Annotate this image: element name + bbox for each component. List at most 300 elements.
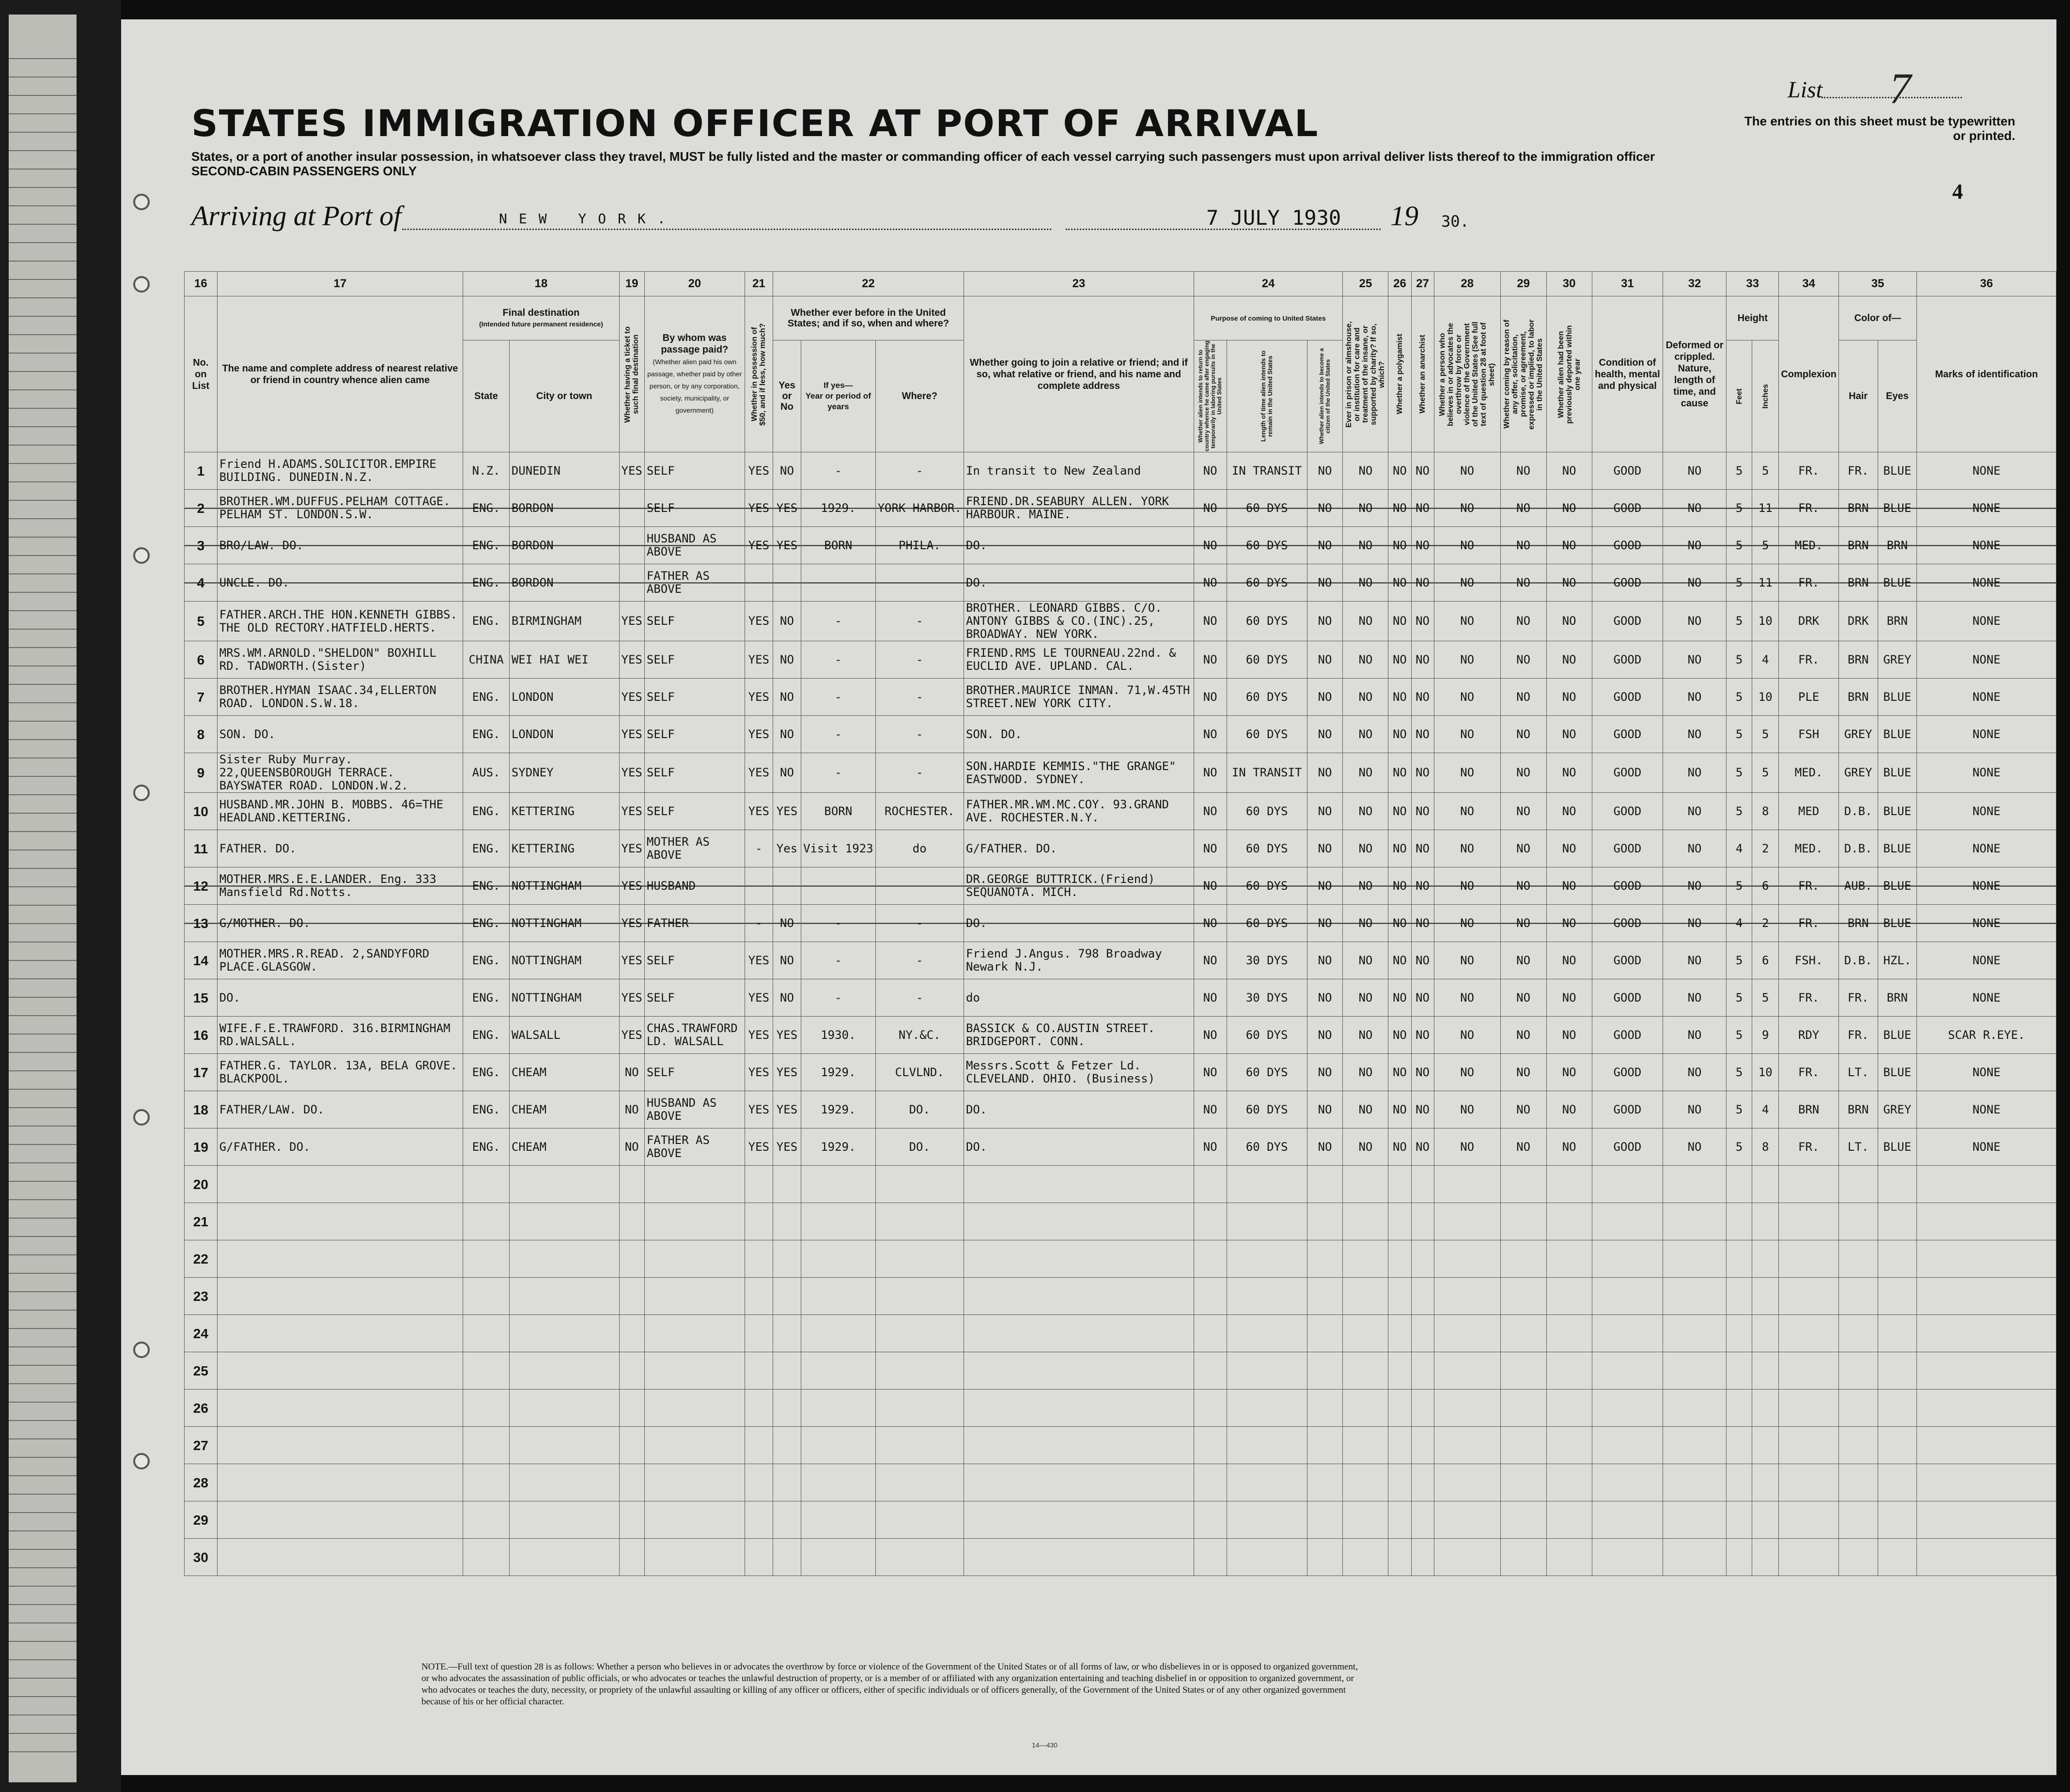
cell-year-period: - xyxy=(801,641,876,679)
cell-q30: NO xyxy=(1546,830,1592,867)
cell-prison xyxy=(1343,1539,1388,1576)
cell-where xyxy=(875,1278,964,1315)
cell-joining: DO. xyxy=(964,1128,1194,1166)
cell-before-in-us: YES xyxy=(773,1054,801,1091)
table-row xyxy=(185,602,2056,641)
cell-marks xyxy=(1917,1539,2056,1576)
cell-joining: G/FATHER. DO. xyxy=(964,830,1194,867)
cell-joining: DO. xyxy=(964,527,1194,564)
cell-fifty-dollars: YES xyxy=(745,602,773,641)
cell-ticket: YES xyxy=(619,1017,644,1054)
table-row xyxy=(185,452,2056,490)
cell-prison: NO xyxy=(1343,602,1388,641)
table-row xyxy=(185,1203,2056,1240)
cell-passage-paid: HUSBAND AS ABOVE xyxy=(644,527,745,564)
table-row xyxy=(185,1128,2056,1166)
cell-polygamist: NO xyxy=(1388,793,1411,830)
cell-purpose-length: 60 DYS xyxy=(1227,527,1307,564)
cell-height-inches: 8 xyxy=(1752,793,1779,830)
cell-where xyxy=(875,1501,964,1539)
cell-dest-state xyxy=(463,1240,510,1278)
cell-fifty-dollars xyxy=(745,1427,773,1464)
cell-hair-color: BRN xyxy=(1838,527,1878,564)
prison-header-text: Ever in prison or almshouse, or institution for care and treatment of the insane, or supported by charity? If so, which? xyxy=(1345,321,1386,428)
cell-before-in-us: NO xyxy=(773,641,801,679)
cell-dest-state: ENG. xyxy=(463,1017,510,1054)
cell-purpose-return xyxy=(1194,1501,1227,1539)
header-fifty-dollars xyxy=(745,296,773,452)
cell-purpose-length xyxy=(1227,1278,1307,1315)
strip-rule-line xyxy=(9,1089,77,1090)
cell-year-period xyxy=(801,1464,876,1501)
cell-eye-color xyxy=(1878,1390,1917,1427)
cell-marks xyxy=(1917,1390,2056,1427)
cell-q28: NO xyxy=(1434,490,1500,527)
cell-hair-color xyxy=(1838,1166,1878,1203)
cell-passage-paid xyxy=(644,1501,745,1539)
cell-purpose-citizen xyxy=(1307,1464,1343,1501)
cell-prison xyxy=(1343,1427,1388,1464)
cell-height-feet xyxy=(1727,1240,1752,1278)
cell-polygamist: NO xyxy=(1388,1091,1411,1128)
cell-hair-color: DRK xyxy=(1838,602,1878,641)
cell-passage-paid: SELF xyxy=(644,602,745,641)
cell-prison: NO xyxy=(1343,753,1388,793)
cell-marks xyxy=(1917,1315,2056,1352)
binder-ring-icon xyxy=(133,785,150,801)
colnum-21: 21 xyxy=(745,272,773,296)
header-state: State xyxy=(463,340,510,452)
cell-polygamist: NO xyxy=(1388,753,1411,793)
cell-purpose-length: IN TRANSIT xyxy=(1227,452,1307,490)
cell-purpose-return xyxy=(1194,1464,1227,1501)
cell-complexion xyxy=(1779,1315,1838,1352)
cell-hair-color xyxy=(1838,1464,1878,1501)
colnum-26: 26 xyxy=(1388,272,1411,296)
cell-q30 xyxy=(1546,1203,1592,1240)
cell-fifty-dollars xyxy=(745,1352,773,1390)
cell-nearest-relative: Sister Ruby Murray. 22,QUEENSBOROUGH TERRACE. BAYSWATER ROAD. LONDON.W.2. xyxy=(217,753,463,793)
header-purpose-c xyxy=(1307,340,1343,452)
cell-purpose-return: NO xyxy=(1194,1128,1227,1166)
binder-ring-icon xyxy=(133,1453,150,1469)
cell-dest-state: ENG. xyxy=(463,867,510,905)
cell-purpose-citizen: NO xyxy=(1307,905,1343,942)
cell-complexion xyxy=(1779,1352,1838,1390)
cell-passage-paid xyxy=(644,1390,745,1427)
cell-no-on-list: 21 xyxy=(185,1203,218,1240)
cell-health: GOOD xyxy=(1592,1017,1663,1054)
port-line xyxy=(402,229,1051,230)
cell-joining xyxy=(964,1427,1194,1464)
cell-ticket: YES xyxy=(619,830,644,867)
strip-rule-line xyxy=(9,1144,77,1145)
strip-rule-line xyxy=(9,1199,77,1200)
cell-purpose-citizen xyxy=(1307,1501,1343,1539)
cell-nearest-relative xyxy=(217,1278,463,1315)
strip-rule-line xyxy=(9,537,77,538)
cell-ticket xyxy=(619,1539,644,1576)
cell-passage-paid: SELF xyxy=(644,1054,745,1091)
cell-q28: NO xyxy=(1434,793,1500,830)
cell-fifty-dollars: YES xyxy=(745,1091,773,1128)
cell-dest-state: N.Z. xyxy=(463,452,510,490)
cell-q28 xyxy=(1434,1390,1500,1427)
cell-q29: NO xyxy=(1500,867,1546,905)
strip-rule-line xyxy=(9,868,77,869)
cell-q29 xyxy=(1500,1203,1546,1240)
cell-hair-color: GREY xyxy=(1838,753,1878,793)
strip-rule-line xyxy=(9,923,77,924)
cell-deformed: NO xyxy=(1663,753,1727,793)
cell-passage-paid xyxy=(644,1352,745,1390)
cell-deformed xyxy=(1663,1240,1727,1278)
cell-purpose-length: 60 DYS xyxy=(1227,793,1307,830)
table-row xyxy=(185,979,2056,1017)
arrival-date: 7 JULY 1930 xyxy=(1206,206,1341,230)
cell-nearest-relative xyxy=(217,1464,463,1501)
cell-q29: NO xyxy=(1500,753,1546,793)
cell-q29 xyxy=(1500,1278,1546,1315)
cell-polygamist xyxy=(1388,1427,1411,1464)
cell-prison: NO xyxy=(1343,979,1388,1017)
cell-passage-paid: SELF xyxy=(644,490,745,527)
cell-deformed: NO xyxy=(1663,452,1727,490)
cell-eye-color: BLUE xyxy=(1878,793,1917,830)
strip-rule-line xyxy=(9,1438,77,1439)
cell-eye-color: GREY xyxy=(1878,641,1917,679)
cell-purpose-citizen xyxy=(1307,1278,1343,1315)
cell-where: - xyxy=(875,979,964,1017)
cell-purpose-return xyxy=(1194,1315,1227,1352)
cell-hair-color xyxy=(1838,1501,1878,1539)
cell-anarchist: NO xyxy=(1411,753,1434,793)
cell-q28 xyxy=(1434,1240,1500,1278)
cell-marks: NONE xyxy=(1917,942,2056,979)
cell-height-feet xyxy=(1727,1315,1752,1352)
cell-polygamist: NO xyxy=(1388,716,1411,753)
cell-purpose-return: NO xyxy=(1194,452,1227,490)
cell-no-on-list: 10 xyxy=(185,793,218,830)
cell-purpose-citizen: NO xyxy=(1307,867,1343,905)
cell-marks xyxy=(1917,1464,2056,1501)
cell-deformed xyxy=(1663,1464,1727,1501)
purpose-c-text: Whether alien intends to become a citizen of the United States xyxy=(1318,348,1331,445)
cell-fifty-dollars: YES xyxy=(745,1017,773,1054)
cell-fifty-dollars: YES xyxy=(745,641,773,679)
cell-polygamist: NO xyxy=(1388,942,1411,979)
cell-fifty-dollars: YES xyxy=(745,1054,773,1091)
cell-dest-city: BORDON xyxy=(509,527,619,564)
cell-height-feet: 5 xyxy=(1727,1091,1752,1128)
cell-joining: FRIEND.RMS LE TOURNEAU.22nd. & EUCLID AVE. UPLAND. CAL. xyxy=(964,641,1194,679)
cell-marks: SCAR R.EYE. xyxy=(1917,1017,2056,1054)
cell-q29: NO xyxy=(1500,716,1546,753)
cell-anarchist: NO xyxy=(1411,679,1434,716)
column-number-row xyxy=(185,272,2056,296)
cell-prison: NO xyxy=(1343,527,1388,564)
cell-no-on-list: 25 xyxy=(185,1352,218,1390)
cell-ticket: YES xyxy=(619,641,644,679)
cell-anarchist: NO xyxy=(1411,602,1434,641)
table-row xyxy=(185,1501,2056,1539)
cell-q28 xyxy=(1434,1352,1500,1390)
cell-passage-paid: SELF xyxy=(644,942,745,979)
table-row xyxy=(185,1352,2056,1390)
header-hair: Hair xyxy=(1838,340,1878,452)
header-passage-paid xyxy=(644,296,745,452)
cell-q28: NO xyxy=(1434,942,1500,979)
cell-prison xyxy=(1343,1203,1388,1240)
cell-complexion xyxy=(1779,1464,1838,1501)
cell-no-on-list: 8 xyxy=(185,716,218,753)
cell-q30 xyxy=(1546,1427,1592,1464)
cell-eye-color xyxy=(1878,1464,1917,1501)
cell-q29 xyxy=(1500,1240,1546,1278)
cell-ticket xyxy=(619,1427,644,1464)
cell-fifty-dollars xyxy=(745,1203,773,1240)
cell-health: GOOD xyxy=(1592,830,1663,867)
cell-anarchist xyxy=(1411,1203,1434,1240)
cell-fifty-dollars xyxy=(745,564,773,602)
cell-ticket: YES xyxy=(619,867,644,905)
cell-dest-state: ENG. xyxy=(463,564,510,602)
header-where: Where? xyxy=(875,340,964,452)
cell-polygamist: NO xyxy=(1388,1054,1411,1091)
cell-nearest-relative: UNCLE. DO. xyxy=(217,564,463,602)
cell-height-inches: 11 xyxy=(1752,490,1779,527)
cell-q28 xyxy=(1434,1278,1500,1315)
cell-q30 xyxy=(1546,1315,1592,1352)
cell-where xyxy=(875,1352,964,1390)
cell-complexion: MED. xyxy=(1779,527,1838,564)
cell-where: - xyxy=(875,452,964,490)
cell-q29: NO xyxy=(1500,1054,1546,1091)
cell-passage-paid: SELF xyxy=(644,452,745,490)
strip-rule-line xyxy=(9,150,77,151)
cell-no-on-list: 5 xyxy=(185,602,218,641)
cell-joining: BROTHER. LEONARD GIBBS. C/O. ANTONY GIBBS & CO.(INC).25, BROADWAY. NEW YORK. xyxy=(964,602,1194,641)
cell-eye-color xyxy=(1878,1539,1917,1576)
strip-rule-line xyxy=(9,1310,77,1311)
cell-ticket xyxy=(619,564,644,602)
cell-q30: NO xyxy=(1546,793,1592,830)
strip-rule-line xyxy=(9,1107,77,1108)
cell-dest-state: ENG. xyxy=(463,942,510,979)
cell-ticket xyxy=(619,1166,644,1203)
cell-marks: NONE xyxy=(1917,1128,2056,1166)
cell-dest-state: ENG. xyxy=(463,905,510,942)
cell-where xyxy=(875,1390,964,1427)
cell-marks: NONE xyxy=(1917,830,2056,867)
cell-q30 xyxy=(1546,1390,1592,1427)
strip-rule-line xyxy=(9,702,77,703)
colnum-23: 23 xyxy=(964,272,1194,296)
cell-before-in-us: NO xyxy=(773,979,801,1017)
cell-ticket xyxy=(619,1278,644,1315)
cell-health: GOOD xyxy=(1592,979,1663,1017)
strip-rule-line xyxy=(9,408,77,409)
cell-q28 xyxy=(1434,1501,1500,1539)
cell-q28: NO xyxy=(1434,679,1500,716)
cell-anarchist xyxy=(1411,1390,1434,1427)
cell-where xyxy=(875,1166,964,1203)
cell-dest-city: CHEAM xyxy=(509,1128,619,1166)
cell-fifty-dollars: - xyxy=(745,830,773,867)
class-line: SECOND-CABIN PASSENGERS ONLY xyxy=(191,164,417,178)
cell-q29: NO xyxy=(1500,905,1546,942)
cell-height-inches xyxy=(1752,1315,1779,1352)
cell-where: ROCHESTER. xyxy=(875,793,964,830)
cell-health xyxy=(1592,1464,1663,1501)
cell-polygamist: NO xyxy=(1388,452,1411,490)
cell-polygamist xyxy=(1388,1278,1411,1315)
cell-fifty-dollars xyxy=(745,867,773,905)
cell-height-inches: 2 xyxy=(1752,830,1779,867)
cell-height-inches xyxy=(1752,1352,1779,1390)
cell-health: GOOD xyxy=(1592,641,1663,679)
cell-where: do xyxy=(875,830,964,867)
cell-height-feet: 5 xyxy=(1727,602,1752,641)
strip-rule-line xyxy=(9,1346,77,1347)
cell-where: DO. xyxy=(875,1091,964,1128)
cell-ticket: NO xyxy=(619,1128,644,1166)
cell-prison: NO xyxy=(1343,641,1388,679)
cell-complexion: DRK xyxy=(1779,602,1838,641)
cell-prison: NO xyxy=(1343,1054,1388,1091)
cell-q30: NO xyxy=(1546,1128,1592,1166)
cell-before-in-us: YES xyxy=(773,527,801,564)
cell-prison: NO xyxy=(1343,830,1388,867)
cell-nearest-relative: BROTHER.HYMAN ISAAC.34,ELLERTON ROAD. LONDON.S.W.18. xyxy=(217,679,463,716)
cell-purpose-length: 60 DYS xyxy=(1227,564,1307,602)
cell-fifty-dollars xyxy=(745,1464,773,1501)
cell-q29: NO xyxy=(1500,527,1546,564)
cell-anarchist: NO xyxy=(1411,979,1434,1017)
cell-height-inches: 5 xyxy=(1752,753,1779,793)
cell-no-on-list: 2 xyxy=(185,490,218,527)
strip-rule-line xyxy=(9,739,77,740)
cell-q30 xyxy=(1546,1501,1592,1539)
cell-dest-city xyxy=(509,1278,619,1315)
binder-ring-icon xyxy=(133,547,150,564)
header-height: Height xyxy=(1727,296,1779,340)
cell-purpose-citizen xyxy=(1307,1203,1343,1240)
cell-complexion xyxy=(1779,1203,1838,1240)
cell-q28: NO xyxy=(1434,867,1500,905)
cell-health xyxy=(1592,1352,1663,1390)
cell-health xyxy=(1592,1427,1663,1464)
cell-hair-color: FR. xyxy=(1838,452,1878,490)
cell-prison: NO xyxy=(1343,793,1388,830)
cell-dest-city xyxy=(509,1315,619,1352)
strip-rule-line xyxy=(9,721,77,722)
cell-dest-city xyxy=(509,1240,619,1278)
cell-prison xyxy=(1343,1315,1388,1352)
cell-health xyxy=(1592,1539,1663,1576)
cell-prison: NO xyxy=(1343,452,1388,490)
table-row xyxy=(185,1539,2056,1576)
cell-year-period xyxy=(801,1501,876,1539)
cell-nearest-relative xyxy=(217,1390,463,1427)
cell-prison: NO xyxy=(1343,905,1388,942)
cell-q30: NO xyxy=(1546,452,1592,490)
cell-dest-state: ENG. xyxy=(463,979,510,1017)
cell-eye-color: HZL. xyxy=(1878,942,1917,979)
cell-passage-paid: MOTHER AS ABOVE xyxy=(644,830,745,867)
strip-rule-line xyxy=(9,371,77,372)
strip-rule-line xyxy=(9,1218,77,1219)
cell-no-on-list: 26 xyxy=(185,1390,218,1427)
strip-rule-line xyxy=(9,831,77,832)
cell-eye-color xyxy=(1878,1352,1917,1390)
cell-q28: NO xyxy=(1434,564,1500,602)
cell-height-feet xyxy=(1727,1390,1752,1427)
cell-anarchist: NO xyxy=(1411,716,1434,753)
cell-joining xyxy=(964,1464,1194,1501)
cell-height-inches xyxy=(1752,1166,1779,1203)
cell-polygamist xyxy=(1388,1315,1411,1352)
strip-rule-line xyxy=(9,1457,77,1458)
cell-dest-city xyxy=(509,1539,619,1576)
if-yes-label: If yes— xyxy=(824,381,853,390)
strip-rule-line xyxy=(9,1070,77,1071)
cell-purpose-return: NO xyxy=(1194,679,1227,716)
cell-nearest-relative: FATHER. DO. xyxy=(217,830,463,867)
cell-anarchist xyxy=(1411,1278,1434,1315)
q28-header-text: Whether a person who believes in or advocates the overthrow by force or violence of the Government of the United States (See full text of question 28 at foot of sheet) xyxy=(1438,322,1496,427)
cell-height-feet: 5 xyxy=(1727,1054,1752,1091)
list-number: 7 xyxy=(1889,65,1911,113)
cell-complexion xyxy=(1779,1390,1838,1427)
cell-year-period: 1929. xyxy=(801,1054,876,1091)
cell-before-in-us: YES xyxy=(773,1091,801,1128)
colnum-18: 18 xyxy=(463,272,619,296)
cell-eye-color: BLUE xyxy=(1878,867,1917,905)
cell-purpose-length xyxy=(1227,1203,1307,1240)
binder-ring-icon xyxy=(133,276,150,293)
cell-marks: NONE xyxy=(1917,1091,2056,1128)
colnum-17: 17 xyxy=(217,272,463,296)
strip-rule-line xyxy=(9,555,77,556)
cell-year-period: - xyxy=(801,979,876,1017)
cell-health: GOOD xyxy=(1592,602,1663,641)
cell-purpose-length xyxy=(1227,1166,1307,1203)
strip-rule-line xyxy=(9,592,77,593)
cell-passage-paid: SELF xyxy=(644,793,745,830)
cell-purpose-return xyxy=(1194,1539,1227,1576)
cell-health: GOOD xyxy=(1592,527,1663,564)
header-polygamist xyxy=(1388,296,1411,452)
cell-dest-city: BORDON xyxy=(509,490,619,527)
colnum-30: 30 xyxy=(1546,272,1592,296)
cell-anarchist: NO xyxy=(1411,527,1434,564)
year-period-label: Year or period of years xyxy=(805,391,871,411)
cell-deformed: NO xyxy=(1663,679,1727,716)
strip-rule-line xyxy=(9,132,77,133)
cell-joining xyxy=(964,1203,1194,1240)
table-row xyxy=(185,793,2056,830)
cell-dest-city xyxy=(509,1390,619,1427)
cell-eye-color: BLUE xyxy=(1878,452,1917,490)
strip-rule-line xyxy=(9,1512,77,1513)
strip-rule-line xyxy=(9,224,77,225)
cell-purpose-citizen: NO xyxy=(1307,564,1343,602)
strip-rule-line xyxy=(9,665,77,666)
strip-rule-line xyxy=(9,610,77,611)
cell-q28: NO xyxy=(1434,905,1500,942)
cell-purpose-return xyxy=(1194,1390,1227,1427)
